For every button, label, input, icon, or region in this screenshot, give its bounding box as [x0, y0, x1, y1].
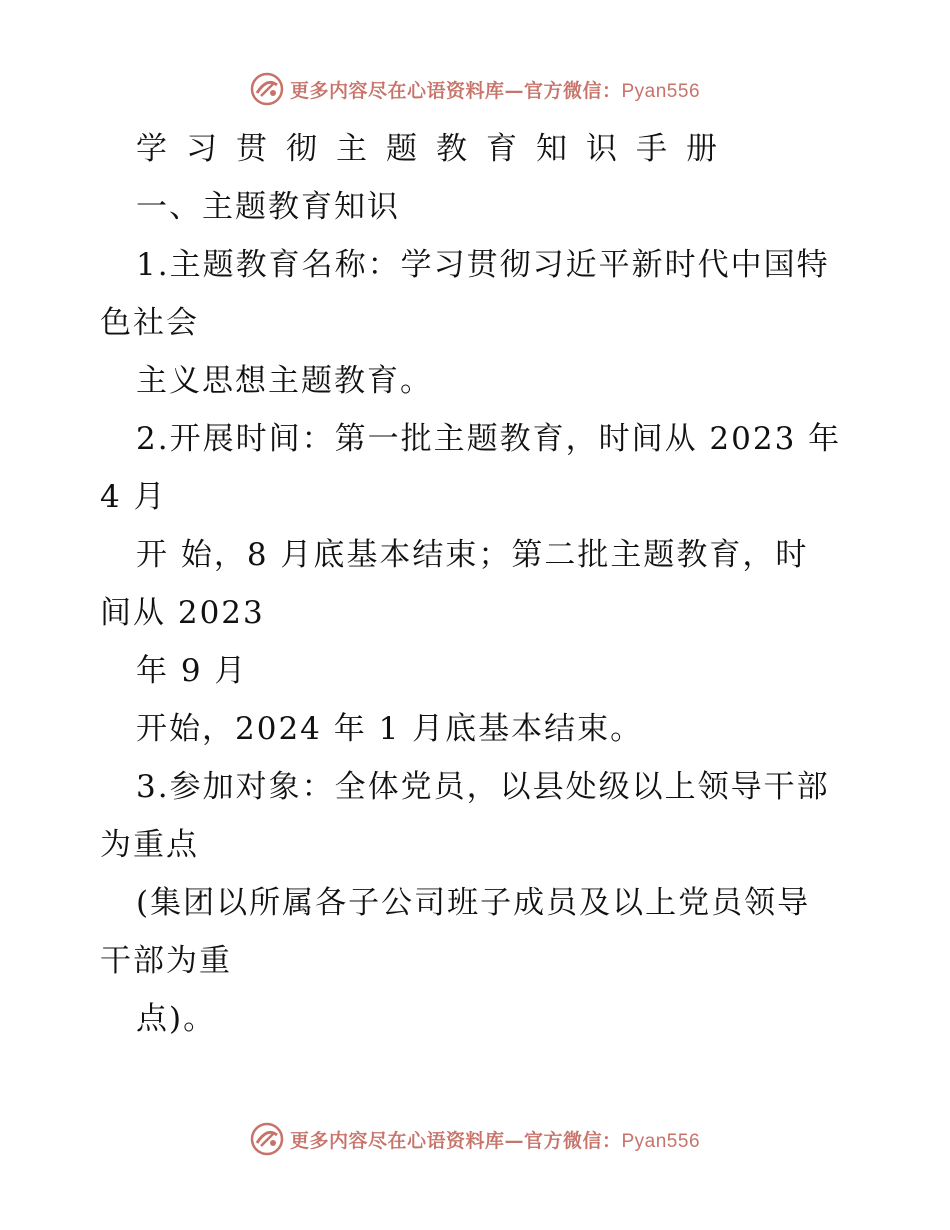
paragraph-line: 点)。 [136, 1001, 217, 1037]
paragraph-line: 色社会 [100, 305, 199, 341]
paragraph-line: (集团以所属各子公司班子成员及以上党员领导 [136, 885, 811, 921]
paragraph-line: 年 9 月 [136, 653, 248, 689]
watermark-text: 更多内容尽在心语资料库—官方微信：Pyan556 [289, 1129, 701, 1152]
paragraph-line: 1.主题教育名称：学习贯彻习近平新时代中国特 [136, 247, 830, 283]
document-body [100, 120, 860, 1048]
paragraph-line: 主义思想主题教育。 [136, 363, 433, 399]
paragraph-line: 为重点 [100, 827, 199, 863]
paragraph-line: 3.参加对象：全体党员，以县处级以上领导干部 [136, 769, 830, 805]
paragraph-line: 开始，2024 年 1 月底基本结束。 [136, 711, 644, 747]
watermark-text: 更多内容尽在心语资料库—官方微信：Pyan556 [289, 79, 701, 102]
paragraph-line: 开 始，8 月底基本结束；第二批主题教育，时 [136, 537, 809, 573]
header-watermark [0, 72, 950, 106]
document-title: 学习贯彻主题教育知识手册 [136, 131, 736, 167]
paragraph-line: 4 月 [100, 479, 167, 515]
footer-watermark [0, 1122, 950, 1156]
paragraph-line: 间从 2023 [100, 595, 265, 631]
paragraph-line: 干部为重 [100, 943, 232, 979]
paragraph-line: 2.开展时间：第一批主题教育，时间从 2023 年 [136, 421, 842, 457]
section-heading: 一、主题教育知识 [136, 189, 400, 225]
seal-logo-icon [250, 1122, 284, 1156]
seal-logo-icon [250, 72, 284, 106]
